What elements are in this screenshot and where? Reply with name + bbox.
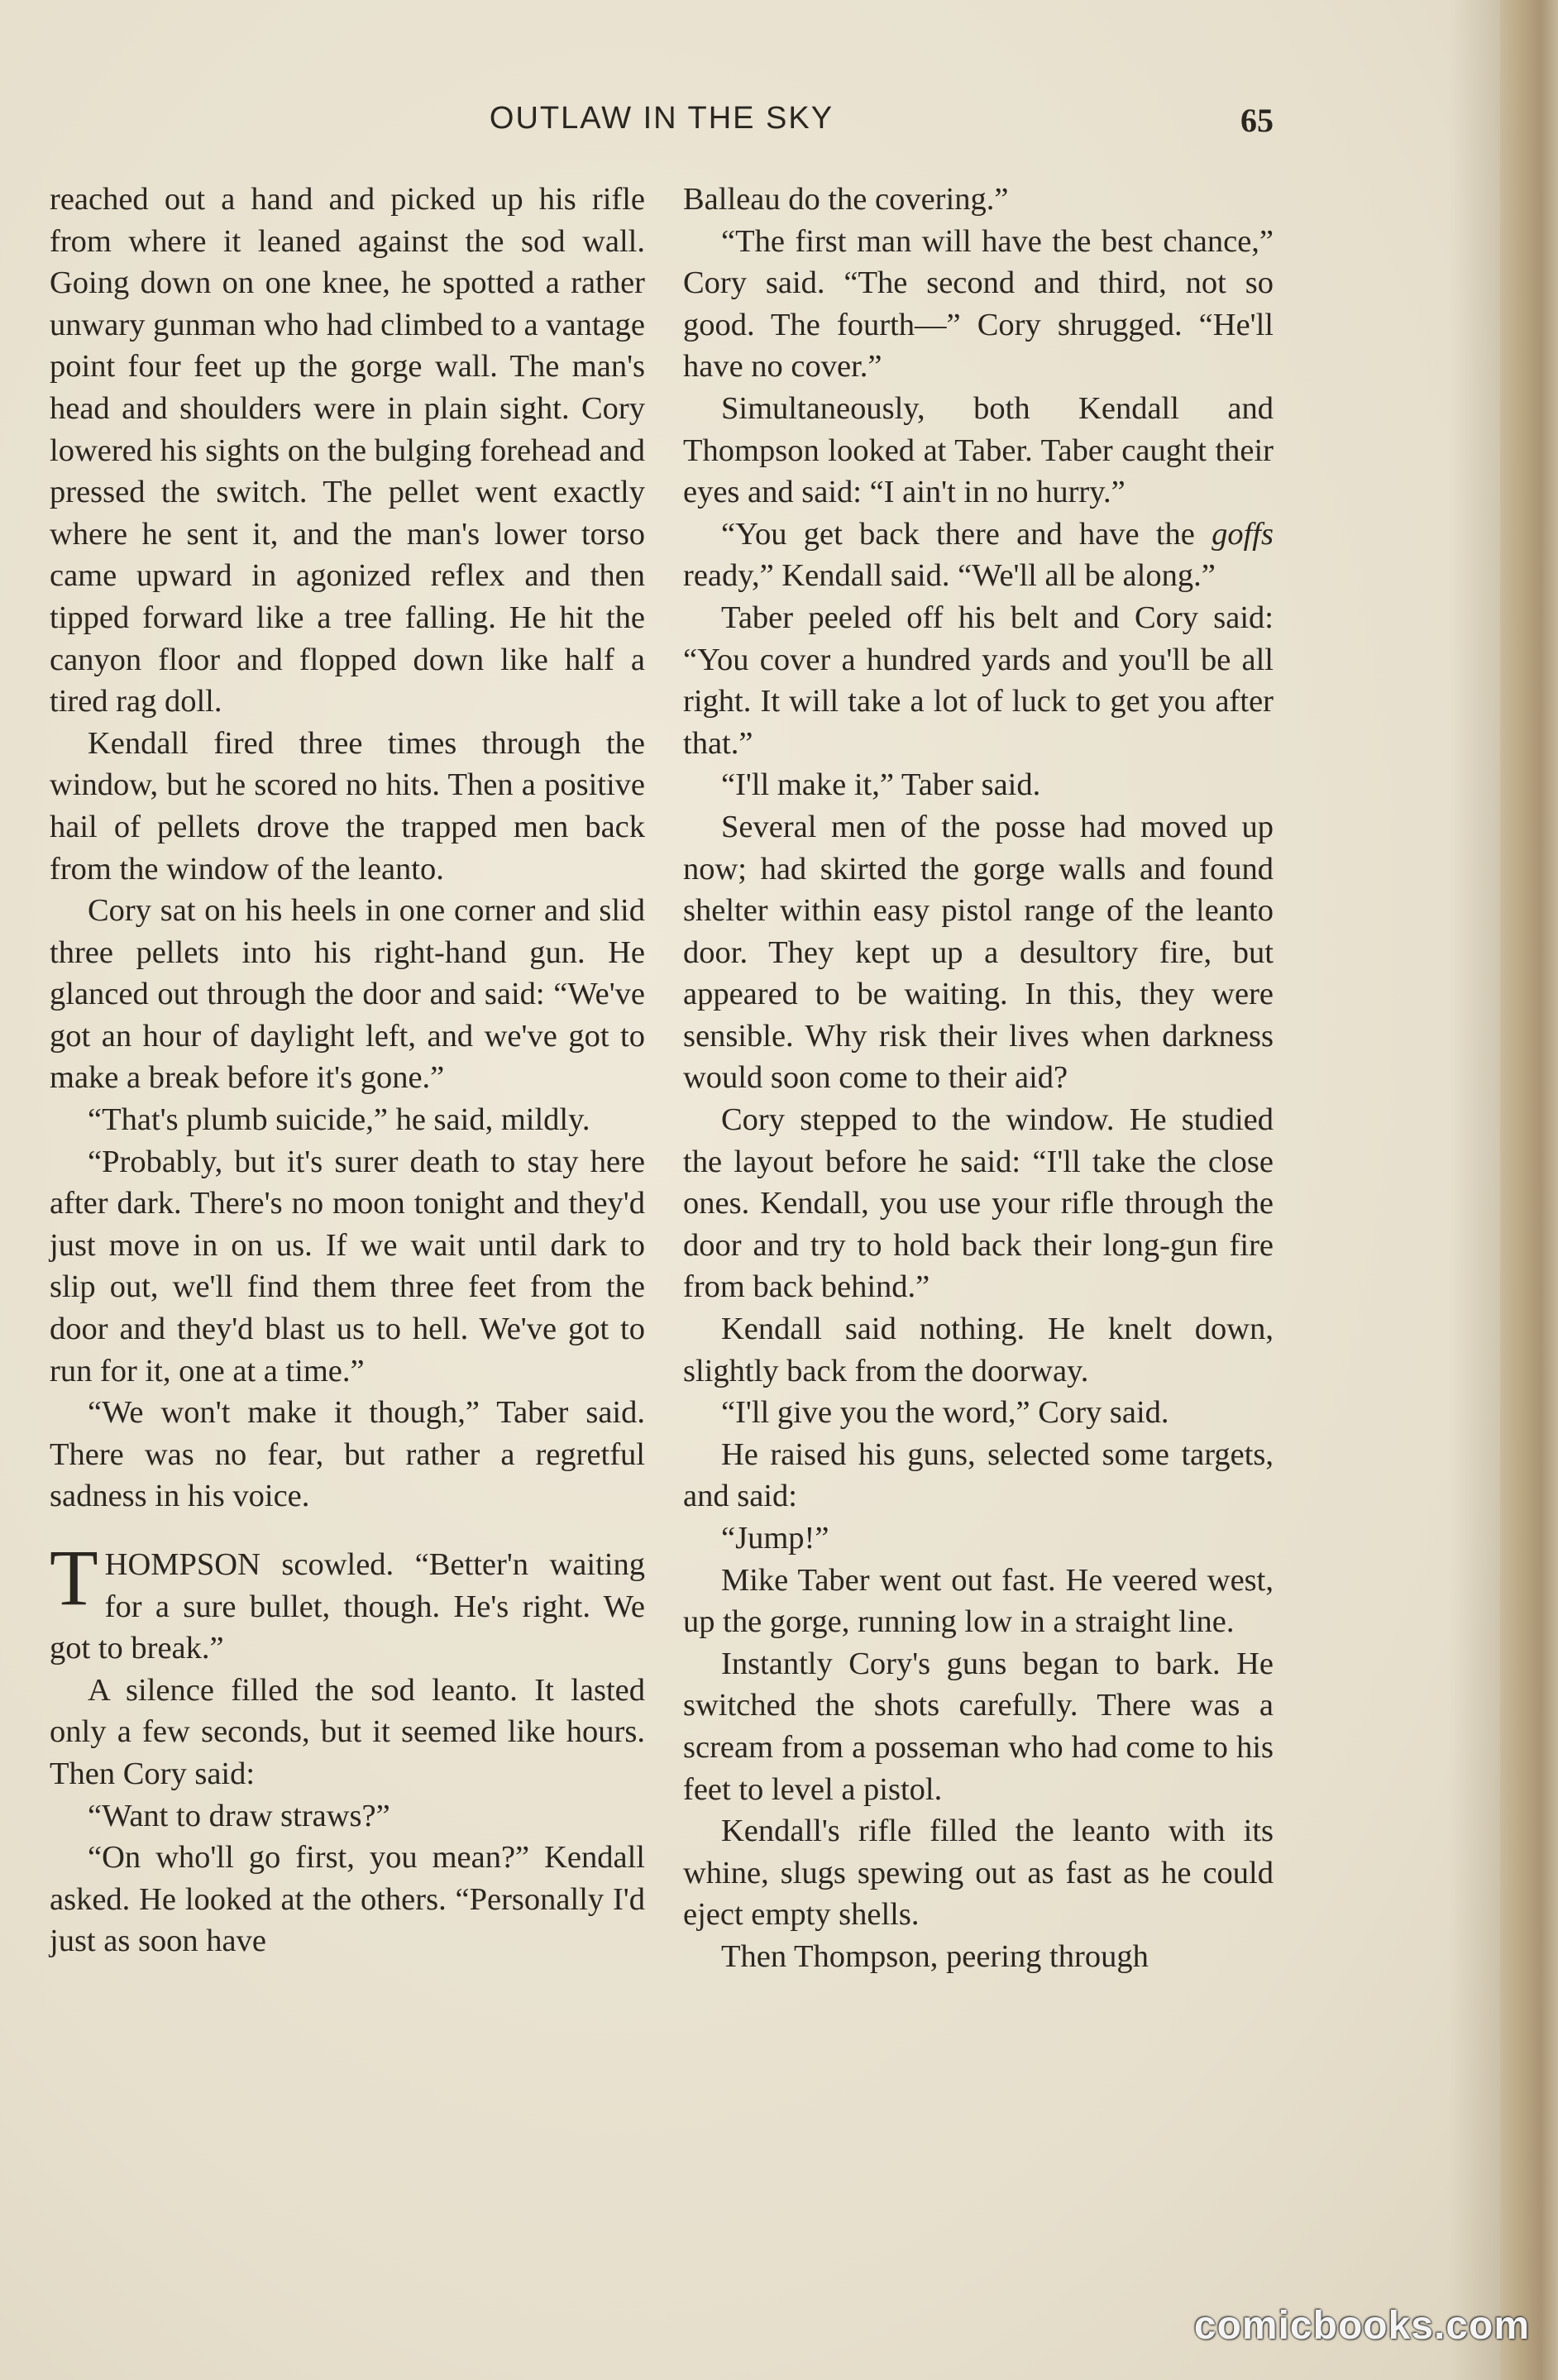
paragraph: “Want to draw straws?” (88, 1798, 390, 1833)
right-text-column (683, 179, 1274, 1978)
left-text-column (50, 179, 645, 1962)
italic-word: goffs (1212, 516, 1274, 552)
paragraph: Kendall fired three times through the window, but he scored no hits. Then a positive hail of pellets drove the trapped men back from the window of the leanto. (50, 725, 645, 887)
paragraph: “Jump!” (721, 1521, 829, 1556)
paragraph: Simultaneously, both Kendall and Thompson looked at Taber. Taber caught their eyes and said: “I ain't in no hurry.” (683, 390, 1274, 510)
paragraph-dropcap (50, 1533, 645, 1670)
paragraph: Cory sat on his heels in one corner and slid three pellets into his right-hand gun. He glanced out through the door and said: “We've got an hour of daylight left, and we've got to make a break before it's gone.” (50, 893, 645, 1096)
paragraph: Balleau do the covering.” (683, 182, 1009, 217)
paragraph: Then Thompson, peering through (721, 1938, 1149, 1974)
paragraph: “Probably, but it's surer death to stay here after dark. There's no moon tonight and they'd just move in on us. If we wait until dark to slip out, we'll find them three feet from the door and they'd blast us to hell. We've got to run for it, one at a time.” (50, 1144, 645, 1388)
paragraph-text: “You get back there and have the (721, 516, 1212, 552)
dropcap-paragraph-text: HOMPSON scowled. “Better'n waiting for a sure bullet, though. He's right. We got to break.” (50, 1547, 645, 1666)
paragraph: “I'll make it,” Taber said. (721, 767, 1041, 803)
page-header (50, 98, 1274, 147)
paragraph: “We won't make it though,” Taber said. There was no fear, but rather a regretful sadness in his voice. (50, 1395, 645, 1514)
paragraph-text: ready,” Kendall said. “We'll all be along.” (683, 558, 1216, 594)
paragraph: Taber peeled off his belt and Cory said: “You cover a hundred yards and you'll be all right. It will take a lot of luck to get you after that.” (683, 600, 1274, 761)
paragraph: “I'll give you the word,” Cory said. (721, 1395, 1169, 1431)
paragraph: Kendall's rifle filled the leanto with its whine, slugs spewing out as fast as he could eject empty shells. (683, 1814, 1274, 1933)
source-watermark: comicbooks.com (1193, 2304, 1530, 2348)
page-number: 65 (1240, 102, 1274, 139)
running-title: OUTLAW IN THE SKY (489, 101, 834, 136)
paragraph: Mike Taber went out fast. He veered west, up the gorge, running low in a straight line. (683, 1562, 1274, 1640)
paragraph: Several men of the posse had moved up now; had skirted the gorge walls and found shelter within easy pistol range of the leanto door. They kept up a desultory fire, but appeared to be waiting. In this, they were sensible. Why risk their lives when darkness would soon come to their aid? (683, 809, 1274, 1096)
page-spine-edge (1500, 0, 1558, 2380)
paragraph: Cory stepped to the window. He studied the layout before he said: “I'll take the close ones. Kendall, you use your rifle through the door and try to hold back their long-gun fire from back behind.” (683, 1102, 1274, 1305)
paragraph: “That's plumb suicide,” he said, mildly. (88, 1102, 590, 1138)
paragraph: Instantly Cory's guns began to bark. He switched the shots carefully. There was a scream from a posseman who had come to his feet to level a pistol. (683, 1646, 1274, 1807)
paragraph (683, 514, 1274, 597)
paragraph: He raised his guns, selected some targets, and said: (683, 1436, 1274, 1514)
paragraph: reached out a hand and picked up his rifle from where it leaned against the sod wall. Going down on one knee, he spotted a rather unwary gunman who had climbed to a vantage point four feet up the gorge wall. The man's head and shoulders were in plain sight. Cory lowered his sights on the bulging forehead and pressed the switch. The pellet went exactly where he sent it, and the man's lower torso came upward in agonized reflex and then tipped forward like a tree falling. He hit the canyon floor and flopped down like half a tired rag doll. (50, 182, 645, 719)
drop-cap-letter: T (50, 1533, 98, 1622)
paragraph: “The first man will have the best chance,” Cory said. “The second and third, not so good. The fourth—” Cory shrugged. “He'll have no cover.” (683, 223, 1274, 385)
paragraph: A silence filled the sod leanto. It lasted only a few seconds, but it seemed like hours. Then Cory said: (50, 1672, 645, 1791)
paragraph: “On who'll go first, you mean?” Kendall asked. He looked at the others. “Personally I'd just as soon have (50, 1840, 645, 1959)
paragraph: Kendall said nothing. He knelt down, slightly back from the doorway. (683, 1312, 1274, 1388)
